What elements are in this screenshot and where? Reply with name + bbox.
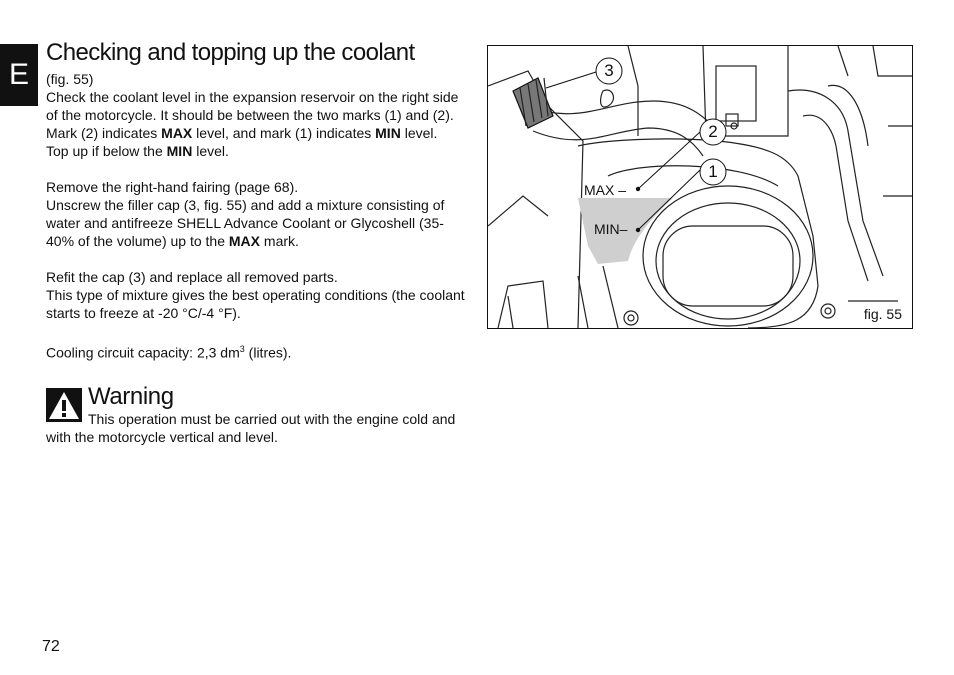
- paragraph-capacity: Cooling circuit capacity: 2,3 $dm^3$ (litres).: [46, 344, 292, 361]
- figure-caption: fig. 55: [863, 306, 902, 322]
- filler-cap: [513, 78, 553, 128]
- page-heading: Checking and topping up the coolant: [46, 39, 415, 66]
- figure-reference: (fig. 55): [46, 71, 94, 87]
- max-mark-label: MAX –: [584, 182, 627, 198]
- paragraph-unscrew-cap: Unscrew the filler cap (3, fig. 55) and add a mixture consisting of water and antifreeze SHELL Advance Coolant or Glycoshell (35-40% of the volume) up to the MAX mark.: [46, 197, 445, 249]
- paragraph-check-level: Check the coolant level in the expansion reservoir on the right side of the motorcycle. It should be between the two marks (1) and (2). Mark (2) indicates MAX level, and mark (1) indicates MIN level.: [46, 89, 459, 141]
- paragraph-mixture-info: This type of mixture gives the best operating conditions (the coolant starts to freeze at -20 °C/-4 °F).: [46, 287, 465, 321]
- callout-3: 3: [604, 61, 614, 80]
- callout-2: 2: [708, 122, 718, 141]
- section-letter: E: [8, 58, 29, 91]
- figure-coolant-reservoir: [487, 45, 913, 329]
- paragraph-top-up: Top up if below the MIN level.: [46, 143, 229, 159]
- paragraph-remove-fairing: Remove the right-hand fairing (page 68).: [46, 179, 299, 195]
- warning-text: This operation must be carried out with the engine cold and with the motorcycle vertical and level.: [46, 410, 456, 445]
- warning-block: [46, 384, 471, 446]
- paragraph-refit-cap: Refit the cap (3) and replace all removed parts.: [46, 269, 338, 285]
- section-tab: [0, 44, 38, 106]
- reservoir-illustration: [488, 46, 912, 328]
- min-mark-label: MIN–: [594, 221, 628, 237]
- warning-triangle-icon: [46, 388, 82, 422]
- callout-1: 1: [708, 162, 718, 181]
- main-column: [46, 38, 471, 446]
- page-number: 72: [42, 638, 60, 655]
- warning-title: Warning: [88, 382, 174, 410]
